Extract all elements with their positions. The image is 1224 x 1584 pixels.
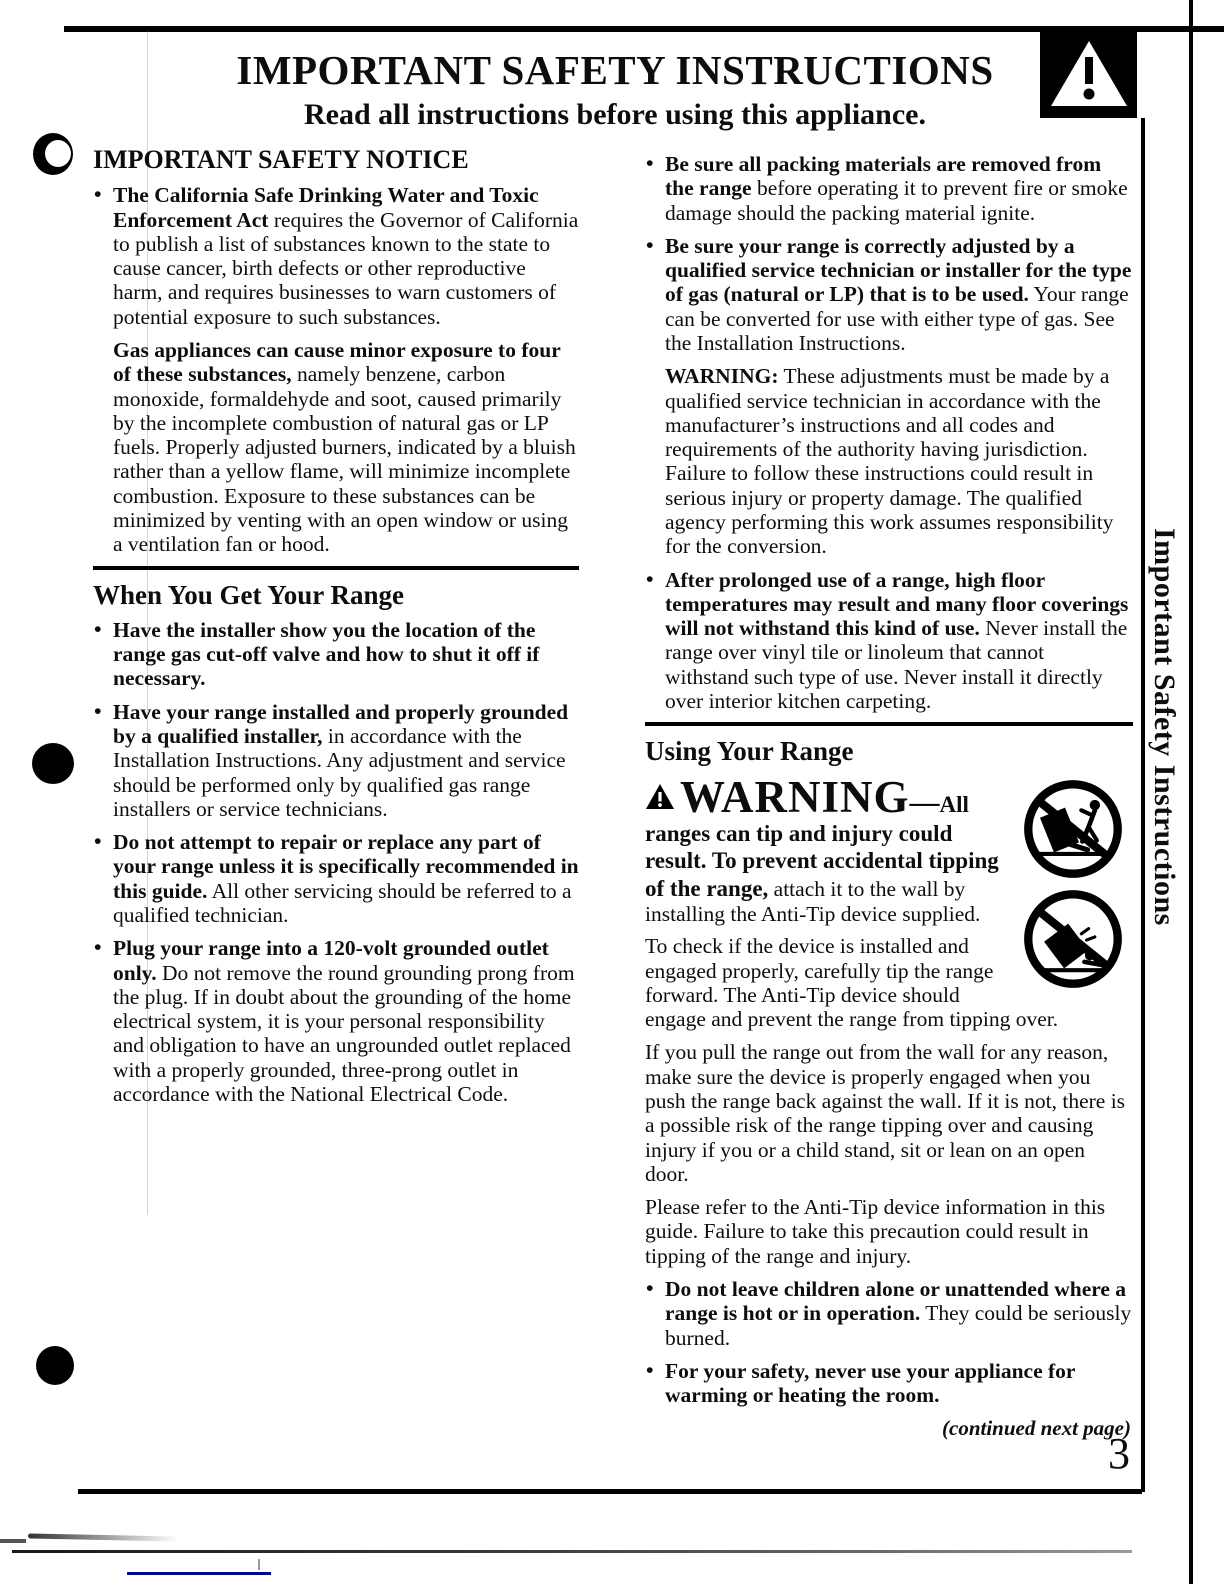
paragraph-pull-range: If you pull the range out from the wall for any reason, make sure the device is properly engaged when you push the range back against the wall. If it is not, there is a possible risk of the range tipping over and causing injury if you or a child stand, sit or lean on an open door. <box>645 1040 1126 1186</box>
paragraph-lead: WARNING: <box>665 364 779 389</box>
anti-tip-warning-block <box>645 771 1133 1032</box>
warning-text: attach it to the wall by installing the Anti-Tip device supplied. <box>645 876 981 926</box>
anti-tip-icons <box>1021 777 1133 997</box>
binding-hole-highlight <box>45 140 71 167</box>
scan-dash-artifact <box>0 1539 26 1543</box>
list-item-text: requires the Governor of California to publish a list of substances known to the state to cause cancer, birth defects or other reproductive harm, and requires businesses to warn customers of potential exposure to such substances. <box>113 207 579 329</box>
list-item-text: in accordance with the Installation Instructions. Any adjustment and service should be performed only by qualified gas range installers or service technicians. <box>113 723 566 821</box>
list-item-lead: The California Safe Drinking Water and Toxic Enforcement Act <box>113 183 539 232</box>
section-divider <box>93 566 579 570</box>
section-divider <box>645 722 1133 726</box>
section-heading-get-range: When You Get Your Range <box>93 579 405 610</box>
list-item-text: Your range can be converted for use with either type of gas. See the Installation Instructions. <box>665 282 1129 355</box>
list-item <box>93 618 579 691</box>
list-item <box>93 183 579 329</box>
section-heading-using-range: Using Your Range <box>645 736 854 767</box>
page-subtitle: Read all instructions before using this appliance. <box>303 98 927 131</box>
list-item-lead: Have the installer show you the location of the range gas cut-off valve and how to shut it off if necessary. <box>113 617 540 691</box>
blue-artifact-line <box>127 1572 271 1575</box>
sidebar-vertical-label: Important Safety Instructions <box>1148 528 1181 926</box>
continued-note: (continued next page) <box>942 1416 1131 1441</box>
warning-heading-word: WARNING <box>680 771 910 822</box>
paragraph-lead: Gas appliances can cause minor exposure to four of these substances, <box>113 337 561 387</box>
list-item-lead: Be sure all packing materials are removed from the range <box>665 152 1102 201</box>
page-number: 3 <box>1108 1429 1130 1478</box>
page-title: IMPORTANT SAFETY INSTRUCTIONS <box>236 47 994 93</box>
list-item-text: They could be seriously burned. <box>665 1301 1132 1350</box>
paragraph-refer-antitip: Please refer to the Anti-Tip device information in this guide. Failure to take this precaution could result in tipping of the range and injury. <box>645 1195 1106 1268</box>
list-item <box>645 1277 1133 1350</box>
warning-dash: — <box>909 785 940 819</box>
sidebar-outer-line <box>1189 0 1193 1584</box>
section-heading-safety-notice: IMPORTANT SAFETY NOTICE <box>93 145 469 174</box>
binding-hole-icon <box>36 1346 74 1385</box>
list-item <box>645 1359 1133 1408</box>
list-item-lead: Be sure your range is correctly adjusted by a qualified service technician or installer for the type of gas (natural or LP) that is to be used. <box>665 233 1132 307</box>
warning-triangle-glyph-icon <box>645 783 675 810</box>
scan-streak <box>28 1533 178 1541</box>
paragraph-text: namely benzene, carbon monoxide, formaldehyde and soot, caused primarily by the incomplete combustion of natural gas or LP fuels. Properly adjusted burners, indicated by a bluish rather than a yellow flame, will minimize incomplete combustion. Exposure to these substances can be minimized by venting with an open window or using a ventilation fan or hood. <box>113 362 576 557</box>
list-item-lead: Do not leave children alone or unattended where a range is hot or in operation. <box>665 1277 1127 1326</box>
paragraph-text: These adjustments must be made by a qualified service technician in accordance with the manufacturer’s instructions and all codes and requirements of the authority having jurisdiction. Failure to follow these instructions could result in serious injury or property damage. The qualified agency performing this work assumes responsibility for the conversion. <box>665 364 1114 559</box>
list-item-lead: Do not attempt to repair or replace any part of your range unless it is specifically recommended in this guide. <box>113 830 579 903</box>
range-tip-hazard-icon <box>1021 777 1125 881</box>
list-item <box>645 568 1133 714</box>
list-item-text: Never install the range over vinyl tile or linoleum that cannot withstand such type of use. Never install it directly over interior kitchen carpeting. <box>665 616 1128 713</box>
range-tipped-injury-icon <box>1021 887 1125 991</box>
list-item <box>645 152 1133 225</box>
column-left <box>93 146 579 1115</box>
paragraph-gas-appliances <box>93 338 579 557</box>
list-item <box>93 700 579 821</box>
column-right <box>645 152 1133 1441</box>
list-item-lead: After prolonged use of a range, high floor temperatures may result and many floor coverings will not withstand this kind of use. <box>665 567 1129 641</box>
list-item <box>645 234 1133 355</box>
binding-hole-icon <box>32 743 74 784</box>
list-item-lead: Have your range installed and properly grounded by a qualified installer, <box>113 699 569 748</box>
list-item-lead: For your safety, never use your appliance for warming or heating the room. <box>665 1358 1076 1408</box>
list-item <box>93 830 579 927</box>
list-item-text: Do not remove the round grounding prong from the plug. If in doubt about the grounding of the home electrical system, it is your personal responsibility and obligation to have an ungrounded outlet replaced with a properly grounded, three-prong outlet in accordance with the National Electrical Code. <box>113 960 575 1106</box>
list-item-lead: Plug your range into a 120-volt grounded outlet only. <box>113 936 549 985</box>
list-item <box>93 936 579 1106</box>
paragraph-warning-adjustments <box>645 364 1133 558</box>
sidebar-inner-line <box>1141 118 1145 1492</box>
list-item-text: All other servicing should be referred to a qualified technician. <box>113 878 572 927</box>
paragraph-check-device: To check if the device is installed and engaged properly, carefully tip the range forward. The Anti-Tip device should engage and prevent the range from tipping over. <box>645 934 1059 1032</box>
warning-bold-text: All ranges can tip and injury could result. To prevent accidental tipping of the range, <box>645 791 999 901</box>
scan-tick-artifact <box>258 1559 260 1570</box>
list-item-text: before operating it to prevent fire or smoke damage should the packing material ignite. <box>665 176 1128 225</box>
bottom-border <box>78 1489 1142 1494</box>
scan-line-artifact <box>12 1550 1132 1553</box>
binding-hole-icon <box>33 133 73 175</box>
